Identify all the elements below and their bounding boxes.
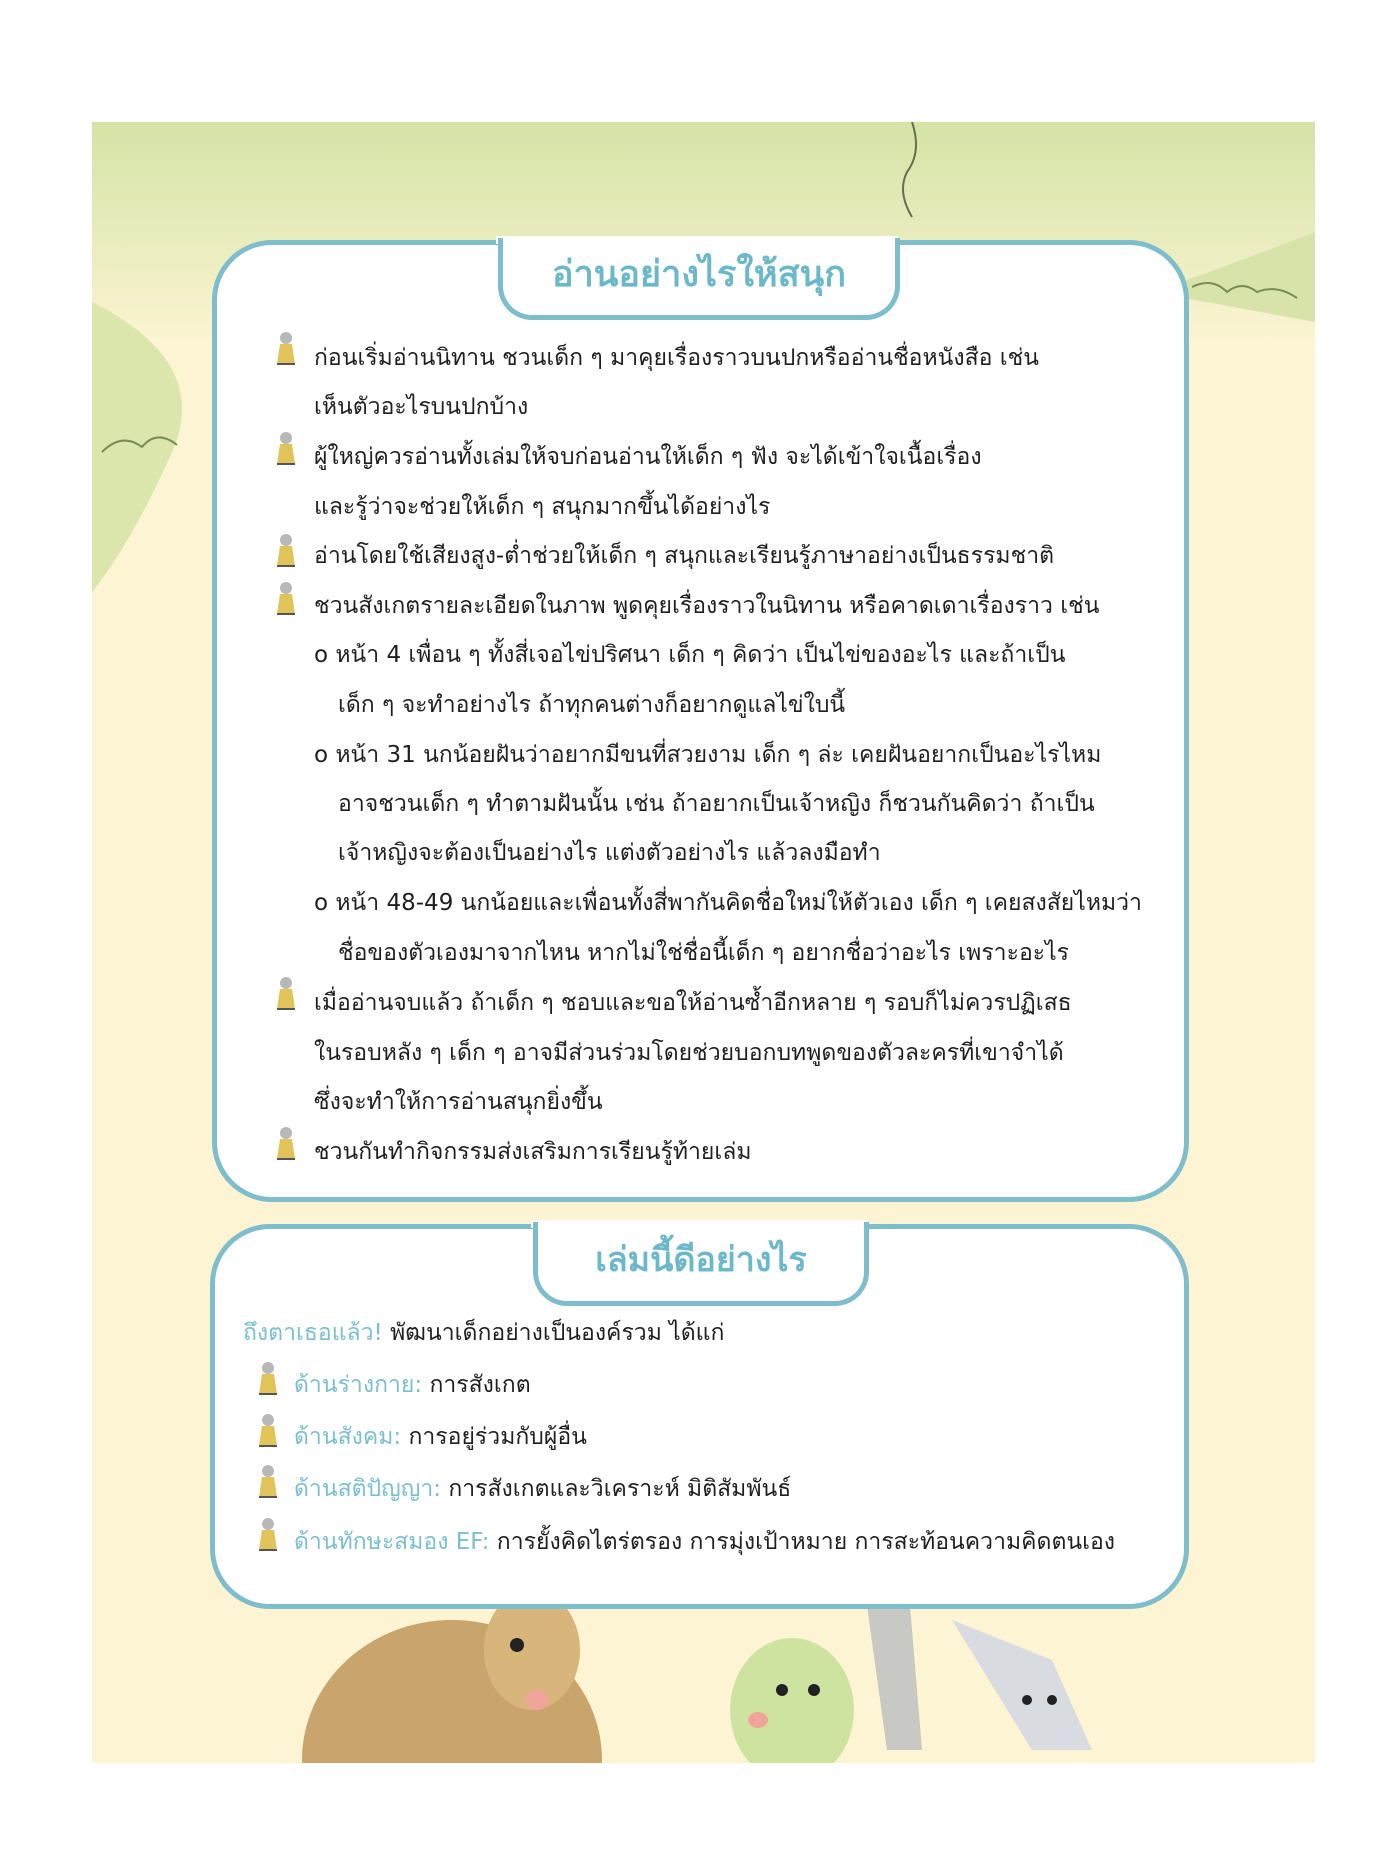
benefit-text: การสังเกต [422,1372,531,1398]
sub1-line2: เด็ก ๆ จะทำอย่างไร ถ้าทุกคนต่างก็อยากดูแลไข่ใบนี้ [338,692,846,718]
sub2-line1: o หน้า 31 นกน้อยฝันว่าอยากมีขนที่สวยงาม เด็ก ๆ ล่ะ เคยฝันอยากเป็นอะไรไหม [314,742,1102,768]
bullet3-line1: อ่านโดยใช้เสียงสูง-ต่ำช่วยให้เด็ก ๆ สนุกและเรียนรู้ภาษาอย่างเป็นธรรมชาติ [314,543,1055,569]
bullet2-line2: และรู้ว่าจะช่วยให้เด็ก ๆ สนุกมากขึ้นได้อย่างไร [314,494,771,520]
mouse-bullet-icon [272,430,300,468]
benefit-label: ด้านสังคม: [294,1424,402,1450]
reading-tips-title: อ่านอย่างไรให้สนุก [498,238,900,320]
benefits-intro [243,1318,724,1348]
bullet1-line2: เห็นตัวอะไรบนปกบ้าง [314,394,529,420]
benefit-text: การยั้งคิดไตร่ตรอง การมุ่งเป้าหมาย การสะท้อนความคิดตนเอง [489,1529,1116,1555]
benefit-item [294,1422,587,1452]
benefit-item [294,1527,1115,1557]
bullet2-line1: ผู้ใหญ่ควรอ่านทั้งเล่มให้จบก่อนอ่านให้เด็ก ๆ ฟัง จะได้เข้าใจเนื้อเรื่อง [314,444,982,470]
benefit-label: ด้านสติปัญญา: [294,1476,442,1502]
benefit-item [294,1370,531,1400]
bullet5-line1: เมื่ออ่านจบแล้ว ถ้าเด็ก ๆ ชอบและขอให้อ่านซ้ำอีกหลาย ๆ รอบก็ไม่ควรปฏิเสธ [314,990,1072,1016]
bullet5-line2: ในรอบหลัง ๆ เด็ก ๆ อาจมีส่วนร่วมโดยช่วยบอกบทพูดของตัวละครที่เขาจำได้ [314,1040,1064,1066]
mouse-bullet-icon [272,330,300,368]
benefit-text: การสังเกตและวิเคราะห์ มิติสัมพันธ์ [441,1476,792,1502]
benefit-text: การอยู่ร่วมกับผู้อื่น [401,1424,587,1450]
mouse-bullet-icon [254,1516,282,1554]
intro-text: พัฒนาเด็กอย่างเป็นองค์รวม ได้แก่ [382,1320,725,1346]
mouse-bullet-icon [272,975,300,1013]
mouse-bullet-icon [254,1360,282,1398]
benefit-label: ด้านทักษะสมอง EF: [294,1529,490,1555]
mouse-bullet-icon [272,1125,300,1163]
benefit-label: ด้านร่างกาย: [294,1372,423,1398]
sub1-line1: o หน้า 4 เพื่อน ๆ ทั้งสี่เจอไข่ปริศนา เด็ก ๆ คิดว่า เป็นไข่ของอะไร และถ้าเป็น [314,642,1066,668]
bullet5-line3: ซึ่งจะทำให้การอ่านสนุกยิ่งขึ้น [314,1089,603,1115]
bullet6-line1: ชวนกันทำกิจกรรมส่งเสริมการเรียนรู้ท้ายเล่ม [314,1139,752,1165]
book-benefits-title: เล่มนี้ดีอย่างไร [533,1222,869,1306]
mouse-bullet-icon [272,532,300,570]
sub2-line3: เจ้าหญิงจะต้องเป็นอย่างไร แต่งตัวอย่างไร แล้วลงมือทำ [338,840,881,866]
sub3-line2: ชื่อของตัวเองมาจากไหน หากไม่ใช่ชื่อนี้เด็ก ๆ อยากชื่อว่าอะไร เพราะอะไร [338,940,1070,966]
mouse-bullet-icon [272,580,300,618]
brand-name: ถึงตาเธอแล้ว! [243,1320,383,1346]
mouse-bullet-icon [254,1463,282,1501]
benefit-item [294,1474,791,1504]
bullet4-line1: ชวนสังเกตรายละเอียดในภาพ พูดคุยเรื่องราวในนิทาน หรือคาดเดาเรื่องราว เช่น [314,593,1100,619]
sub3-line1: o หน้า 48-49 นกน้อยและเพื่อนทั้งสี่พากันคิดชื่อใหม่ให้ตัวเอง เด็ก ๆ เคยสงสัยไหมว่า [314,890,1142,916]
bullet1-line1: ก่อนเริ่มอ่านนิทาน ชวนเด็ก ๆ มาคุยเรื่องราวบนปกหรืออ่านชื่อหนังสือ เช่น [314,345,1039,371]
mouse-bullet-icon [254,1412,282,1450]
sub2-line2: อาจชวนเด็ก ๆ ทำตามฝันนั้น เช่น ถ้าอยากเป็นเจ้าหญิง ก็ชวนกันคิดว่า ถ้าเป็น [338,791,1095,817]
